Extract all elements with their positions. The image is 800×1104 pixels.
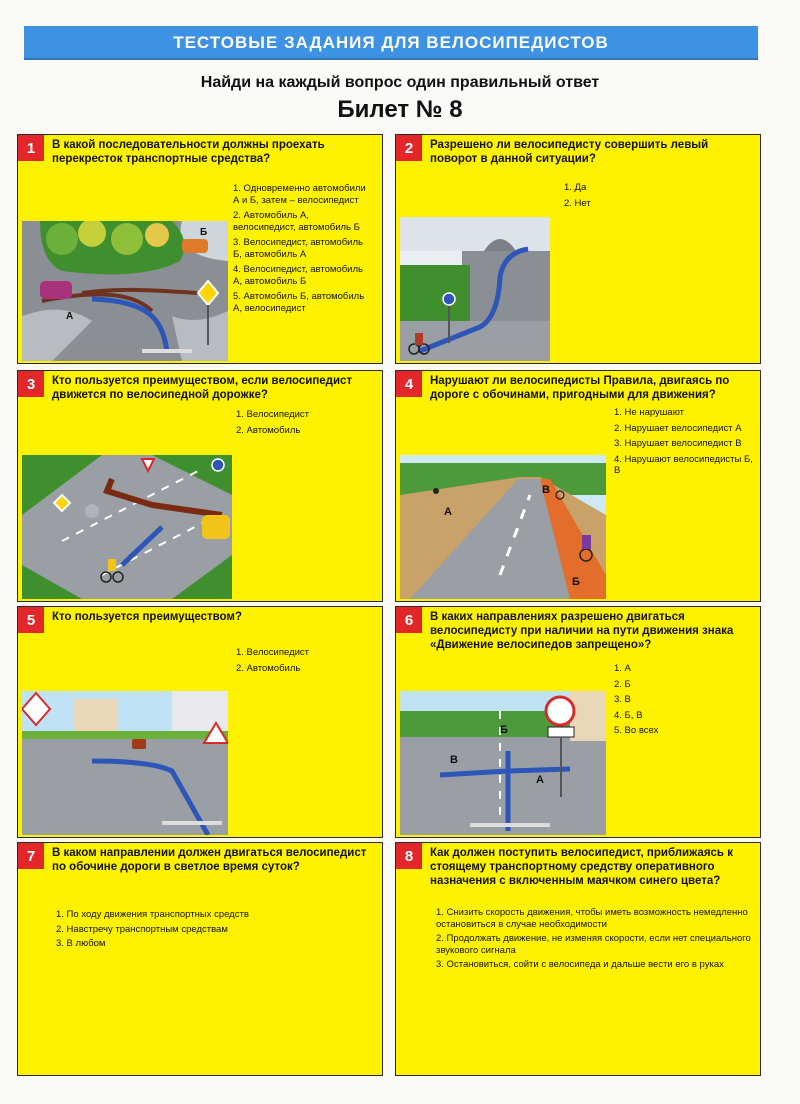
question-number: 3 xyxy=(18,371,44,397)
question-number: 1 xyxy=(18,135,44,161)
answer-option[interactable]: 1. А xyxy=(614,663,631,674)
answer-option[interactable]: 1. Да xyxy=(564,182,587,193)
answer-option[interactable]: 4. Нарушают велосипедисты Б, В xyxy=(614,453,753,476)
answer-list xyxy=(236,647,376,678)
question-number: 8 xyxy=(396,843,422,869)
car-b xyxy=(182,239,208,253)
question-number: 7 xyxy=(18,843,44,869)
question-text: Как должен поступить велосипедист, приближаясь к стоящему транспортному средству оперативного назначения с включенным маячком синего цвета? xyxy=(430,847,733,887)
answer-list xyxy=(614,407,756,481)
answer-option[interactable]: 1. Не нарушают xyxy=(614,407,684,418)
bike-handlebar xyxy=(142,349,192,353)
question-number: 5 xyxy=(18,607,44,633)
label-b: Б xyxy=(572,576,580,588)
answer-option[interactable]: 2. Нет xyxy=(564,197,591,209)
junction-illustration xyxy=(22,691,228,835)
cyclist-a xyxy=(433,488,439,494)
answer-option[interactable]: 2. Нарушает велосипедист А xyxy=(614,422,742,434)
left-turn-illustration xyxy=(400,217,550,361)
answer-option[interactable]: 5. Автомобиль Б, автомобиль А, велосипедист xyxy=(233,291,365,314)
question-text: В каком направлении должен двигаться велосипедист по обочине дороги в светлое время суток? xyxy=(52,847,367,873)
question-number: 6 xyxy=(396,607,422,633)
car xyxy=(202,515,230,539)
question-card-7 xyxy=(17,842,383,1076)
no-bikes-illustration xyxy=(400,691,606,835)
label-v: В xyxy=(542,484,550,496)
question-card-3 xyxy=(17,370,383,602)
answer-option[interactable]: 1. По ходу движения транспортных средств xyxy=(56,909,249,920)
question-text: Разрешено ли велосипедисту совершить левый поворот в данной ситуации? xyxy=(430,139,709,165)
intersection-illustration xyxy=(22,221,228,361)
question-card-6 xyxy=(395,606,761,838)
question-card-2 xyxy=(395,134,761,364)
answer-option[interactable]: 3. Велосипедист, автомобиль Б, автомобиль А xyxy=(233,237,363,260)
page-subtitle: Найди на каждый вопрос один правильный ответ xyxy=(200,74,600,91)
answer-option[interactable]: 1. Одновременно автомобили А и Б, затем – велосипедист xyxy=(233,183,366,206)
car-a xyxy=(40,281,72,299)
answer-option[interactable]: 3. Нарушает велосипедист В xyxy=(614,438,742,449)
answer-list xyxy=(614,663,734,741)
answer-option[interactable]: 2. Автомобиль А, велосипедист, автомобиль Б xyxy=(233,210,360,233)
question-text: В какой последовательности должны проехать перекресток транспортные средства? xyxy=(52,139,325,165)
question-text: Нарушают ли велосипедисты Правила, двигаясь по дороге с обочинами, пригодными для движения? xyxy=(430,375,730,401)
no-bicycles-sign xyxy=(546,697,574,725)
question-text: В каких направлениях разрешено двигаться велосипедисту при наличии на пути движения знака «Движение велосипедов запрещено»? xyxy=(430,611,734,651)
answer-option[interactable]: 2. Б xyxy=(614,678,631,690)
cycle-lane-sign xyxy=(443,293,455,305)
answer-option[interactable]: 1. Снизить скорость движения, чтобы иметь возможность немедленно остановиться в случае необходимости xyxy=(436,907,748,930)
answer-list xyxy=(56,909,356,953)
label-a: А xyxy=(536,774,544,786)
question-card-4 xyxy=(395,370,761,602)
label-a: А xyxy=(66,311,74,322)
page-banner: ТЕСТОВЫЕ ЗАДАНИЯ ДЛЯ ВЕЛОСИПЕДИСТОВ xyxy=(24,26,758,60)
label-v: В xyxy=(450,754,458,766)
answer-option[interactable]: 2. Автомобиль xyxy=(236,424,301,436)
answer-option[interactable]: 1. Велосипедист xyxy=(236,647,310,658)
answer-list xyxy=(233,183,373,318)
label-a: А xyxy=(444,506,452,518)
answer-option[interactable]: 3. Остановиться, сойти с велосипеда и дальше вести его в руках xyxy=(436,959,724,970)
bike-handlebar xyxy=(470,823,550,827)
bike-handlebar xyxy=(162,821,222,825)
answer-option[interactable]: 2. Автомобиль xyxy=(236,662,301,674)
answer-option[interactable]: 2. Навстречу транспортным средствам xyxy=(56,923,228,935)
bike-path-illustration xyxy=(22,455,232,599)
answer-option[interactable]: 4. Б, В xyxy=(614,709,643,721)
question-text: Кто пользуется преимуществом? xyxy=(52,611,242,623)
answer-option[interactable]: 5. Во всех xyxy=(614,725,659,736)
shoulder-road-illustration xyxy=(400,455,606,599)
ticket-title: Билет № 8 xyxy=(337,96,463,123)
label-b: Б xyxy=(500,724,508,736)
question-card-1 xyxy=(17,134,383,364)
answer-list xyxy=(564,182,684,213)
car xyxy=(132,739,146,749)
question-text: Кто пользуется преимуществом, если велосипедист движется по велосипедной дорожке? xyxy=(52,375,353,401)
answer-option[interactable]: 1. Велосипедист xyxy=(236,409,310,420)
question-number: 4 xyxy=(396,371,422,397)
answer-option[interactable]: 2. Продолжать движение, не изменяя скорости, если нет специального звукового сигнала xyxy=(436,933,751,956)
answer-list xyxy=(236,409,376,440)
question-number: 2 xyxy=(396,135,422,161)
question-card-5 xyxy=(17,606,383,838)
answer-option[interactable]: 4. Велосипедист, автомобиль А, автомобиль Б xyxy=(233,264,363,287)
answer-list xyxy=(436,907,754,974)
answer-option[interactable]: 3. В xyxy=(614,694,631,705)
answer-option[interactable]: 3. В любом xyxy=(56,938,106,949)
label-b: Б xyxy=(200,227,208,238)
question-card-8 xyxy=(395,842,761,1076)
